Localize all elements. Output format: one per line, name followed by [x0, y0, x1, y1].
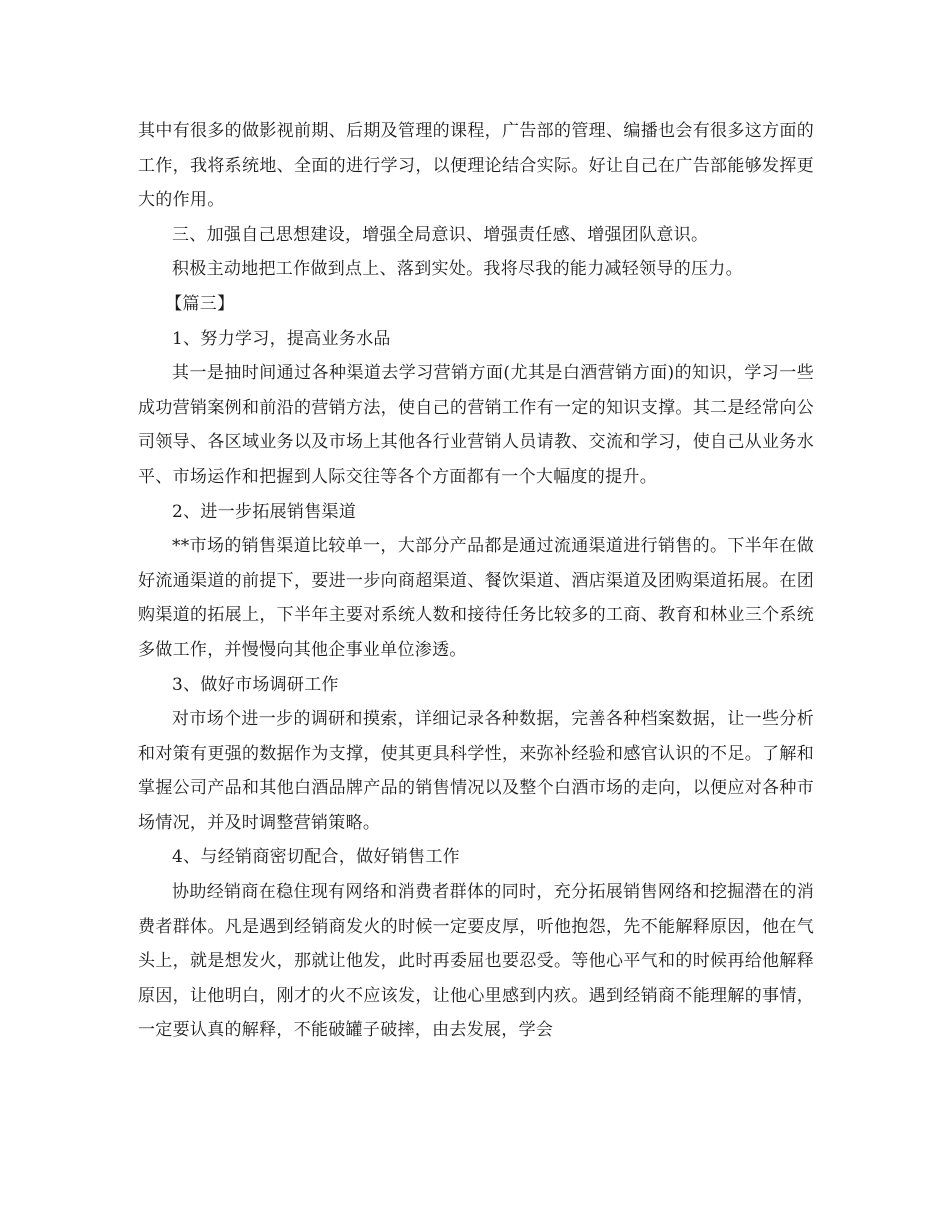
paragraph-continuation: 其中有很多的做影视前期、后期及管理的课程，广告部的管理、编播也会有很多这方面的工作，我将系统地、全面的进行学习，以便理论结合实际。好让自己在广告部能够发挥更大的作用。: [138, 121, 814, 211]
subheading-4: 4、与经销商密切配合，做好销售工作: [172, 847, 460, 868]
paragraph: 其一是抽时间通过各种渠道去学习营销方面(尤其是白酒营销方面)的知识，学习一些成功营销案例和前沿的营销方法，使自己的营销工作有一定的知识支撑。其二是经常向公司领导、各区域业务以及市场上其他各行业营销人员请教、交流和学习，使自己从业务水平、市场运作和把握到人际交往等各个方面都有一个大幅度的提升。: [138, 363, 814, 487]
paragraph: 积极主动地把工作做到点上、落到实处。我将尽我的能力减轻领导的压力。: [172, 259, 743, 280]
subheading-2: 2、进一步拓展销售渠道: [172, 501, 357, 522]
paragraph: 对市场个进一步的调研和摸索，详细记录各种数据，完善各种档案数据，让一些分析和对策有更强的数据作为支撑，使其更具科学性，来弥补经验和感官认识的不足。了解和掌握公司产品和其他白酒品牌产品的销售情况以及整个白酒市场的走向，以便应对各种市场情况，并及时调整营销策略。: [138, 709, 814, 833]
paragraph: **市场的销售渠道比较单一，大部分产品都是通过流通渠道进行销售的。下半年在做好流通渠道的前提下，要进一步向商超渠道、餐饮渠道、酒店渠道及团购渠道拓展。在团购渠道的拓展上，下半年主要对系统人数和接待任务比较多的工商、教育和林业三个系统多做工作，并慢慢向其他企事业单位渗透。: [138, 536, 814, 660]
document-body: [138, 114, 814, 1048]
paragraph: 协助经销商在稳住现有网络和消费者群体的同时，充分拓展销售网络和挖掘潜在的消费者群体。凡是遇到经销商发火的时候一定要皮厚，听他抱怨，先不能解释原因，他在气头上，就是想发火，那就让他发，此时再委屈也要忍受。等他心平气和的时候再给他解释原因，让他明白，刚才的火不应该发，让他心里感到内疚。遇到经销商不能理解的事情，一定要认真的解释，不能破罐子破摔，由去发展，学会: [138, 882, 814, 1041]
paragraph-heading-three: 三、加强自己思想建设，增强全局意识、增强责任感、增强团队意识。: [172, 224, 709, 245]
subheading-1: 1、努力学习，提高业务水品: [172, 328, 391, 349]
subheading-3: 3、做好市场调研工作: [172, 674, 339, 695]
section-title-part-three: 【篇三】: [165, 293, 235, 314]
